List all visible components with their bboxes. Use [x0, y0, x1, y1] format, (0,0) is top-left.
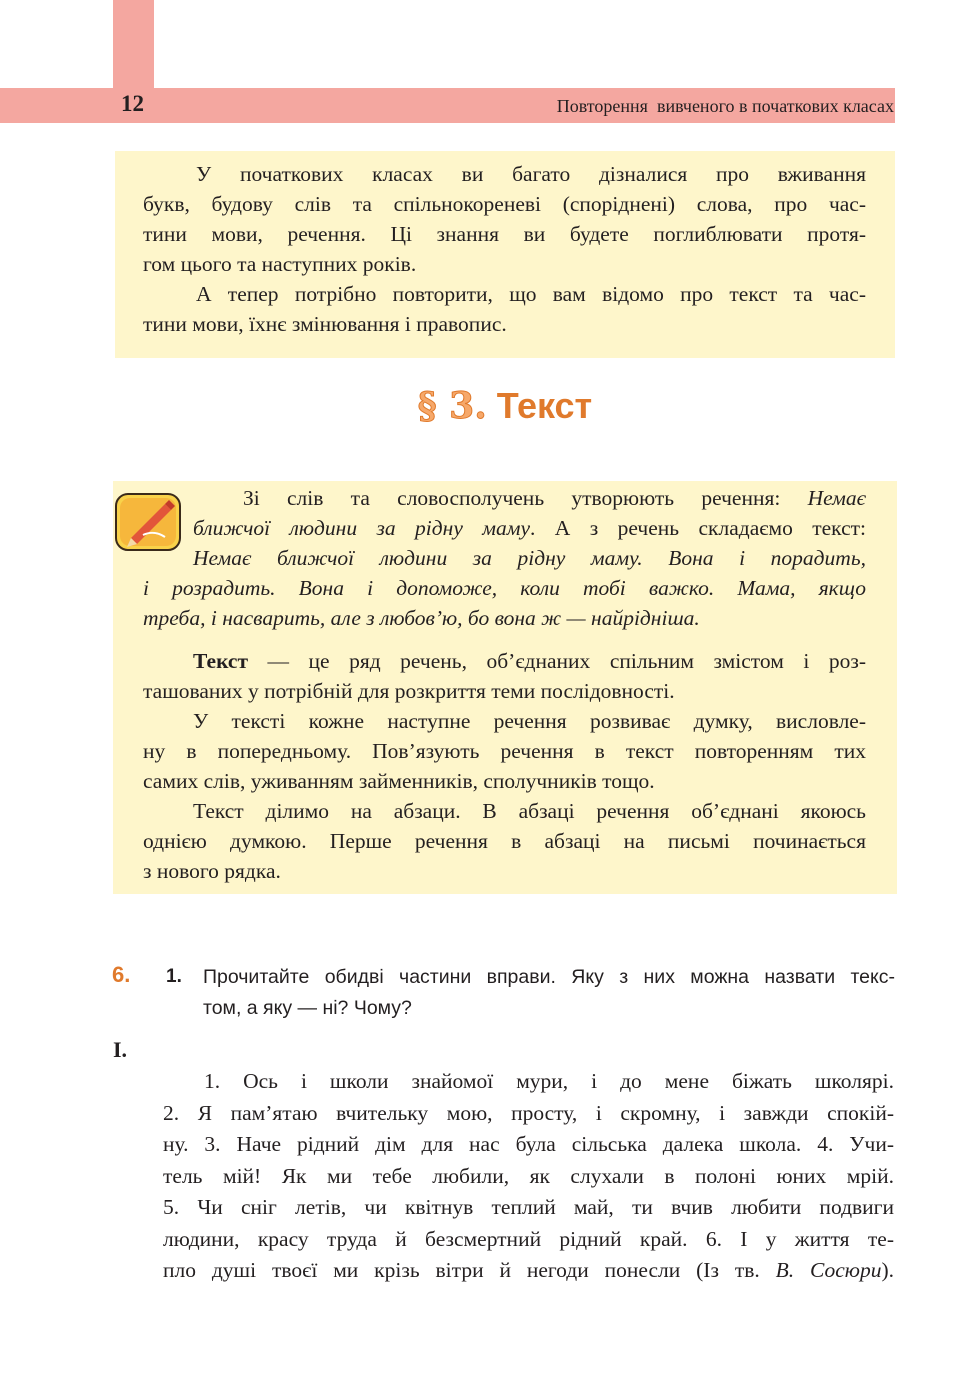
definition-term: Текст: [193, 649, 249, 673]
theory-line-part: Зі слів та словосполучень утворюють речення:: [243, 486, 808, 510]
task-number: 1.: [166, 966, 182, 987]
task-line: том, а яку — ні? Чому?: [203, 997, 412, 1019]
task-line: Прочитайте обидві частини вправи. Яку з них можна назвати текс-: [203, 966, 895, 988]
theory-line: ну в попередньому. Пов’язують речення в текст повторенням тих: [143, 739, 866, 763]
definition-line: ташованих у потрібній для розкриття теми послідовності.: [143, 679, 675, 703]
example-line: треба, і насварить, але з любов’ю, бо вона ж — найрідніша.: [143, 606, 700, 630]
intro-line: гом цього та наступних років.: [143, 252, 417, 276]
theory-line: Текст ділимо на абзаци. В абзаці речення об’єднані якоюсь: [193, 799, 866, 823]
passage-line: 5. Чи сніг летів, чи квітнув теплий май, ти вчив любити подвиги: [163, 1195, 894, 1219]
part-label: I.: [113, 1037, 128, 1062]
example-italic: ближчої людини за рідну маму: [193, 516, 531, 540]
theory-text: [143, 483, 866, 633]
theory-line: однією думкою. Перше речення в абзаці на письмі починається: [143, 829, 866, 853]
passage-part: пло душі твоєї ми крізь вітри й негоди понесли (Із тв.: [163, 1258, 776, 1282]
page-number: 12: [121, 91, 144, 116]
exercise-passage: [163, 1066, 894, 1287]
passage-part: ).: [881, 1258, 894, 1282]
intro-line: тини мови, їхнє змінювання і правопис.: [143, 312, 507, 336]
definition-line: [143, 646, 866, 676]
theory-line: [143, 513, 866, 543]
passage-line: 1. Ось і школи знайомої мури, і до мене біжать школярі.: [204, 1069, 894, 1093]
passage-line: ну. 3. Наче рідний дім для нас була сільська далека школа. 4. Учи-: [163, 1132, 894, 1156]
passage-line: тель мій! Як ми тебе любили, як слухали в полоні юних мрій.: [163, 1163, 894, 1188]
task-text: [203, 962, 895, 1024]
definition-part: — це ряд речень, об’єднаних спільним змістом і роз-: [248, 649, 866, 673]
passage-line: людини, красу труда й безсмертний рідний край. 6. І у життя те-: [163, 1226, 894, 1251]
section-title-text: Текст: [496, 385, 593, 426]
passage-line: 2. Я пам’ятаю вчительку мою, просту, і скромну, і завжди спокій-: [163, 1100, 894, 1125]
example-line: Немає ближчої людини за рідну маму. Вона і порадить,: [193, 546, 866, 570]
intro-line: А тепер потрібно повторити, що вам відомо про текст та час-: [196, 282, 866, 306]
theory-line: [143, 483, 866, 513]
intro-line: букв, будову слів та спільнокореневі (споріднені) слова, про час-: [143, 192, 866, 216]
theory-line: У тексті кожне наступне речення розвиває думку, висловле-: [193, 709, 866, 733]
intro-line: тини мови, речення. Ці знання ви будете поглиблювати протя-: [143, 222, 866, 246]
definition-text: [143, 646, 866, 886]
intro-line: У початкових класах ви багато дізналися про вживання: [196, 162, 866, 186]
theory-line: з нового рядка.: [143, 859, 281, 883]
passage-line: [163, 1255, 894, 1287]
theory-line: самих слів, уживанням займенників, сполучників тощо.: [143, 769, 655, 793]
running-title: Повторення вивченого в початкових класах: [556, 96, 894, 116]
section-symbol: § 3.: [417, 385, 487, 427]
intro-text: [143, 159, 866, 339]
author-name: В. Сосюри: [775, 1258, 882, 1282]
example-line: і розрадить. Вона і допоможе, коли тобі важко. Мама, якщо: [143, 576, 866, 600]
example-italic: Немає: [807, 486, 866, 510]
section-title: [0, 385, 969, 427]
exercise-number: 6.: [112, 962, 131, 987]
theory-line-part: . А з речень складаємо текст:: [530, 516, 866, 540]
